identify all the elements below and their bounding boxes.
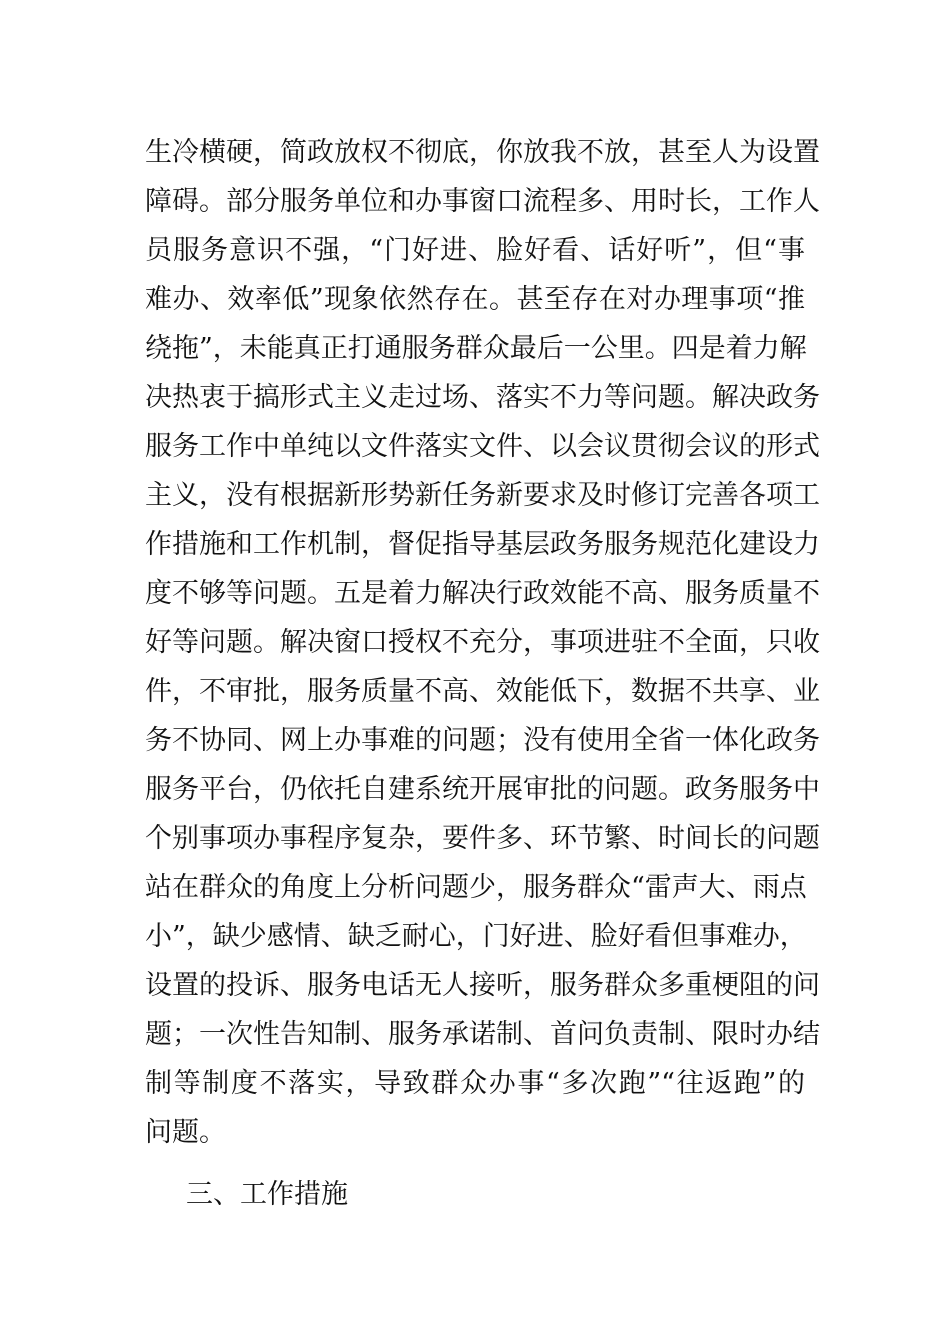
body-text-line: 个别事项办事程序复杂，要件多、环节繁、时间长的问题 bbox=[145, 823, 820, 854]
body-text-line: 小”，缺少感情、缺乏耐心，门好进、脸好看但事难办， bbox=[145, 921, 807, 952]
body-text-line: 生冷横硬，简政放权不彻底，你放我不放，甚至人为设置 bbox=[145, 137, 820, 168]
body-text-line: 服务平台，仍依托自建系统开展审批的问题。政务服务中 bbox=[145, 774, 820, 805]
body-text-line: 障碍。部分服务单位和办事窗口流程多、用时长，工作人 bbox=[145, 186, 820, 217]
body-text-line: 作措施和工作机制，督促指导基层政务服务规范化建设力 bbox=[145, 529, 820, 560]
body-text-line: 务不协同、网上办事难的问题；没有使用全省一体化政务 bbox=[145, 725, 820, 756]
body-text-line: 绕拖”，未能真正打通服务群众最后一公里。四是着力解 bbox=[145, 333, 807, 364]
body-text-line: 件，不审批，服务质量不高、效能低下，数据不共享、业 bbox=[145, 676, 820, 707]
body-text-line: 问题。 bbox=[145, 1117, 226, 1148]
body-text-line: 站在群众的角度上分析问题少，服务群众“雷声大、雨点 bbox=[145, 872, 807, 903]
body-text-line: 难办、效率低”现象依然存在。甚至存在对办理事项“推 bbox=[145, 284, 805, 315]
body-text-line: 设置的投诉、服务电话无人接听，服务群众多重梗阻的问 bbox=[145, 970, 820, 1001]
body-text-line: 员服务意识不强，“门好进、脸好看、话好听”，但“事 bbox=[145, 235, 805, 266]
body-text-line: 题；一次性告知制、服务承诺制、首问负责制、限时办结 bbox=[145, 1019, 820, 1050]
body-text-line: 好等问题。解决窗口授权不充分，事项进驻不全面，只收 bbox=[145, 627, 820, 658]
body-text-line: 制等制度不落实，导致群众办事“多次跑”“往返跑”的 bbox=[145, 1068, 805, 1099]
body-text-line: 决热衷于搞形式主义走过场、落实不力等问题。解决政务 bbox=[145, 382, 820, 413]
body-text-line: 主义，没有根据新形势新任务新要求及时修订完善各项工 bbox=[145, 480, 820, 511]
body-text-line: 度不够等问题。五是着力解决行政效能不高、服务质量不 bbox=[145, 578, 820, 609]
body-text-line: 服务工作中单纯以文件落实文件、以会议贯彻会议的形式 bbox=[145, 431, 820, 462]
section-heading: 三、工作措施 bbox=[186, 1179, 348, 1210]
